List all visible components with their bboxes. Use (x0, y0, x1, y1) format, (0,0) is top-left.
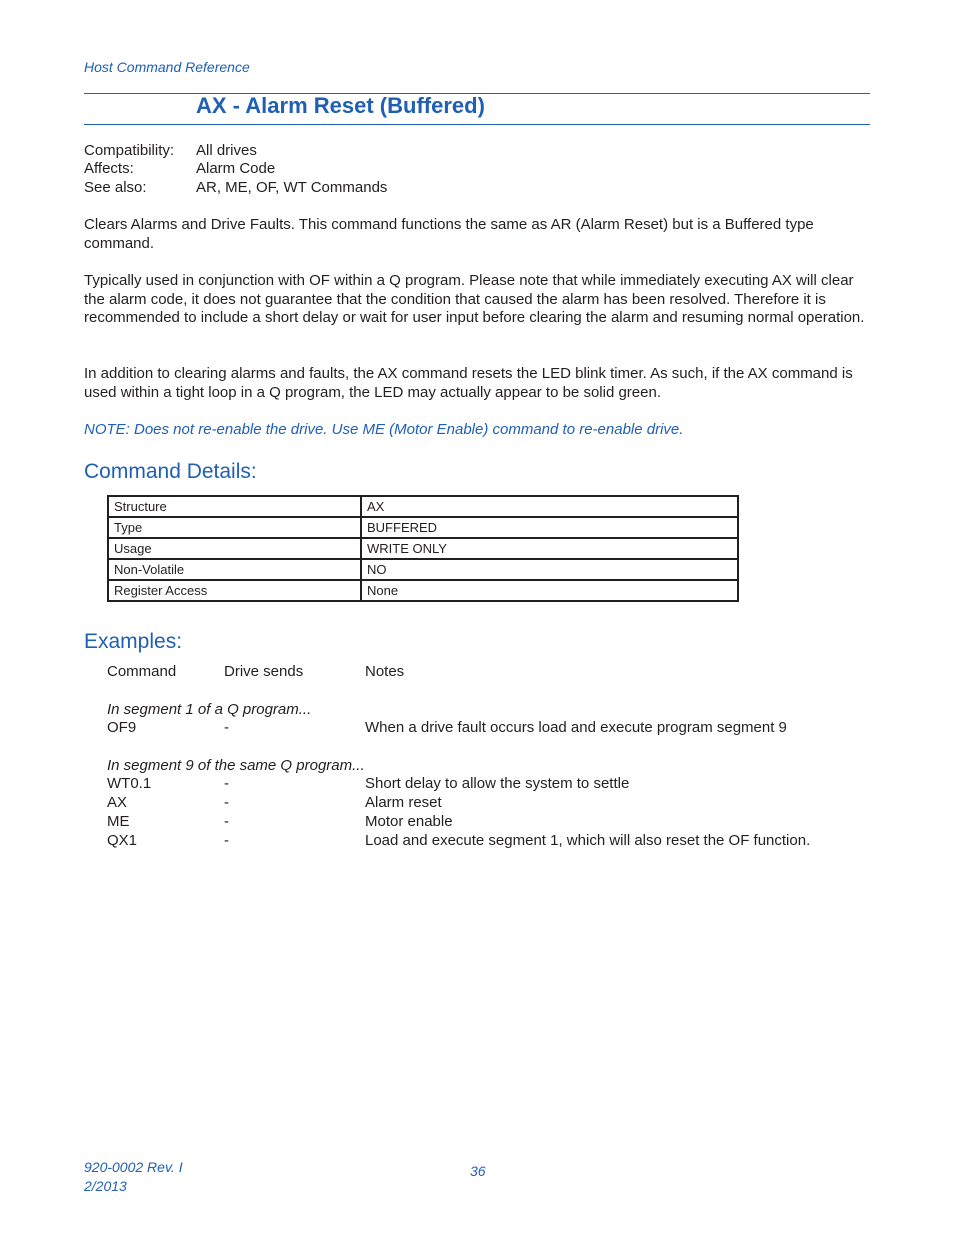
example-notes: Alarm reset (365, 794, 442, 811)
command-details-table (107, 495, 739, 602)
table-row (108, 517, 738, 538)
detail-label: Register Access (108, 580, 361, 601)
command-details-heading: Command Details: (84, 460, 257, 483)
examples-col-command: Command (107, 663, 177, 680)
example-drive-sends: - (224, 832, 229, 849)
detail-value: WRITE ONLY (361, 538, 738, 559)
detail-label: Non-Volatile (108, 559, 361, 580)
example-command: QX1 (107, 832, 138, 849)
footer-doc-number: 920-0002 Rev. I (84, 1159, 183, 1175)
detail-value: BUFFERED (361, 517, 738, 538)
example-drive-sends: - (224, 775, 229, 792)
usage-paragraph: Typically used in conjunction with OF within a Q program. Please note that while immediately executing AX will clear the alarm code, it does not guarantee that the condition that caused the alarm has been resolved. Therefore it is recommended to include a short delay or wait for user input before clearing the alarm and resuming normal operation. (84, 272, 865, 327)
running-header: Host Command Reference (84, 59, 250, 75)
examples-heading: Examples: (84, 630, 183, 653)
detail-value: NO (361, 559, 738, 580)
examples-col-drive-sends: Drive sends (224, 663, 304, 680)
meta-key: Compatibility: (84, 142, 175, 159)
example-drive-sends: - (224, 813, 229, 830)
example-command: WT0.1 (107, 775, 152, 792)
meta-key: Affects: (84, 160, 134, 177)
description-paragraph: Clears Alarms and Drive Faults. This command functions the same as AR (Alarm Reset) but is a Buffered type command. (84, 216, 814, 252)
example-command: OF9 (107, 719, 137, 736)
example-command: AX (107, 794, 128, 811)
table-row (108, 580, 738, 601)
page-title: AX - Alarm Reset (Buffered) (196, 93, 485, 118)
meta-value: Alarm Code (196, 160, 276, 177)
detail-label: Usage (108, 538, 361, 559)
detail-value: AX (361, 496, 738, 517)
example-notes: When a drive fault occurs load and execute program segment 9 (365, 719, 787, 736)
table-row (108, 559, 738, 580)
table-row (108, 496, 738, 517)
meta-value: AR, ME, OF, WT Commands (196, 179, 388, 196)
footer-date: 2/2013 (84, 1178, 127, 1194)
segment1-caption: In segment 1 of a Q program... (107, 701, 312, 718)
example-drive-sends: - (224, 794, 229, 811)
example-notes: Load and execute segment 1, which will also reset the OF function. (365, 832, 811, 849)
meta-value: All drives (196, 142, 257, 159)
table-row (108, 538, 738, 559)
led-paragraph: In addition to clearing alarms and faults, the AX command resets the LED blink timer. As such, if the AX command is used within a tight loop in a Q program, the LED may actually appear to be solid green. (84, 365, 853, 401)
detail-label: Structure (108, 496, 361, 517)
segment9-caption: In segment 9 of the same Q program... (107, 757, 365, 774)
page-number: 36 (470, 1163, 486, 1179)
title-bottom-rule (84, 124, 870, 125)
detail-label: Type (108, 517, 361, 538)
example-notes: Motor enable (365, 813, 453, 830)
note-text: NOTE: Does not re-enable the drive. Use ME (Motor Enable) command to re-enable drive. (84, 421, 684, 438)
example-notes: Short delay to allow the system to settle (365, 775, 630, 792)
example-command: ME (107, 813, 130, 830)
detail-value: None (361, 580, 738, 601)
example-drive-sends: - (224, 719, 229, 736)
meta-key: See also: (84, 179, 147, 196)
examples-col-notes: Notes (365, 663, 405, 680)
